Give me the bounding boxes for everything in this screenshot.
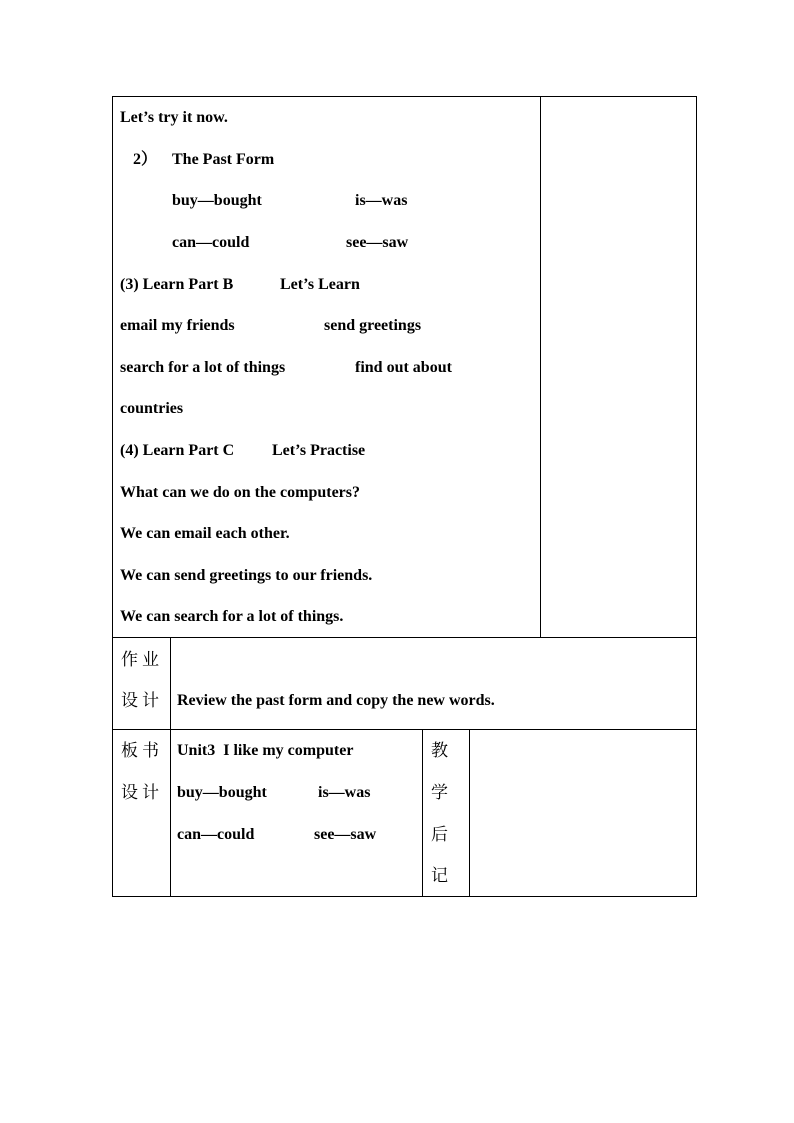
part-c-title: Let’s Practise — [272, 442, 366, 459]
part-b-title: Let’s Learn — [280, 276, 360, 293]
homework-label: 作业 — [121, 650, 163, 670]
board-pair: buy—bought — [177, 784, 267, 801]
phrase: search for a lot of things — [120, 359, 286, 376]
board-pair: is—was — [318, 784, 371, 801]
intro-line: Let’s try it now. — [120, 109, 228, 126]
reflection-label-char: 学 — [431, 783, 452, 803]
reflection-label-right — [469, 729, 470, 897]
part-b-label: (3) Learn Part B — [120, 276, 234, 293]
phrase: email my friends — [120, 317, 235, 334]
reflection-label-char: 记 — [431, 866, 452, 886]
practice-answer: We can send greetings to our friends. — [120, 567, 373, 584]
board-pair: can—could — [177, 826, 255, 843]
label-column-divider — [170, 637, 171, 897]
phrase: countries — [120, 400, 184, 417]
past-pair: buy—bought — [172, 192, 262, 209]
board-row-top — [112, 729, 697, 730]
practice-answer: We can search for a lot of things. — [120, 608, 344, 625]
part-c-label: (4) Learn Part C — [120, 442, 235, 459]
homework-label: 设计 — [121, 691, 163, 711]
reflection-label-char: 后 — [431, 825, 452, 845]
reflection-label-left — [422, 729, 423, 897]
board-pair: see—saw — [314, 826, 377, 843]
past-form-heading: The Past Form — [172, 151, 275, 168]
practice-answer: We can email each other. — [120, 525, 290, 542]
board-title: Unit3 I like my computer — [177, 742, 354, 759]
phrase: find out about — [355, 359, 452, 376]
board-label: 设计 — [121, 783, 163, 803]
practice-question: What can we do on the computers? — [120, 484, 360, 501]
homework-text: Review the past form and copy the new words. — [177, 692, 495, 709]
notes-column-divider — [540, 96, 541, 637]
board-label: 板书 — [121, 741, 163, 761]
past-pair: see—saw — [346, 234, 409, 251]
past-pair: is—was — [355, 192, 408, 209]
past-form-number: 2） — [133, 151, 158, 168]
past-pair: can—could — [172, 234, 250, 251]
reflection-label-char: 教 — [431, 741, 452, 761]
homework-row-top — [112, 637, 697, 638]
phrase: send greetings — [324, 317, 422, 334]
